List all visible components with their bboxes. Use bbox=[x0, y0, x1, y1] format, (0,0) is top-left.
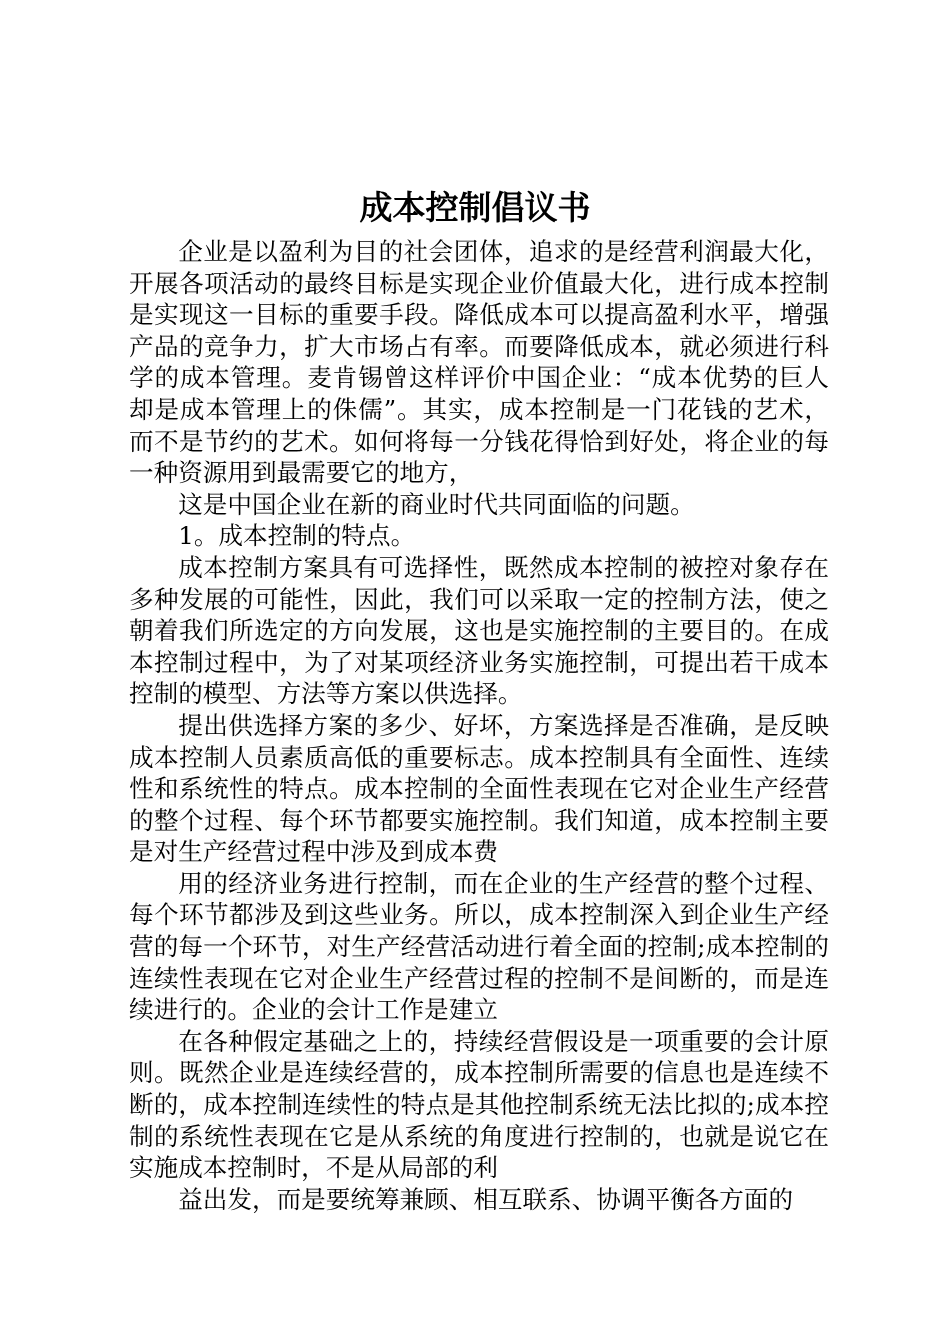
paragraph: 企业是以盈利为目的社会团体，追求的是经营利润最大化，开展各项活动的最终目标是实现企业价值最大化，进行成本控制是实现这一目标的重要手段。降低成本可以提高盈利水平，增强产品的竞争力，扩大市场占有率。而要降低成本，就必须进行科学的成本管理。麦肯锡曾这样评价中国企业：“成本优势的巨人却是成本管理上的侏儒”。其实，成本控制是一门花钱的艺术，而不是节约的艺术。如何将每一分钱花得恰到好处，将企业的每一种资源用到最需要它的地方， bbox=[129, 237, 829, 488]
paragraph: 益出发，而是要统筹兼顾、相互联系、协调平衡各方面的 bbox=[178, 1184, 794, 1214]
paragraph: 用的经济业务进行控制，而在企业的生产经营的整个过程、每个环节都涉及到这些业务。所以，成本控制深入到企业生产经营的每一个环节，对生产经营活动进行着全面的控制;成本控制的连续性表现在它对企业生产经营过程的控制不是间断的，而是连续进行的。企业的会计工作是建立 bbox=[129, 868, 829, 1025]
paragraph: 成本控制方案具有可选择性，既然成本控制的被控对象存在多种发展的可能性，因此，我们可以采取一定的控制方法，使之朝着我们所选定的方向发展，这也是实施控制的主要目的。在成本控制过程中，为了对某项经济业务实施控制，可提出若干成本控制的模型、方法等方案以供选择。 bbox=[129, 552, 829, 709]
paragraph: 在各种假定基础之上的，持续经营假设是一项重要的会计原则。既然企业是连续经营的，成本控制所需要的信息也是连续不断的，成本控制连续性的特点是其他控制系统无法比拟的;成本控制的系统性表现在它是从系统的角度进行控制的，也就是说它在实施成本控制时，不是从局部的利 bbox=[129, 1026, 829, 1183]
paragraph: 这是中国企业在新的商业时代共同面临的问题。 bbox=[178, 489, 695, 519]
document-title: 成本控制倡议书 bbox=[359, 188, 591, 227]
section-heading: 1。成本控制的特点。 bbox=[178, 521, 416, 551]
paragraph: 提出供选择方案的多少、好坏，方案选择是否准确，是反映成本控制人员素质高低的重要标志。成本控制具有全面性、连续性和系统性的特点。成本控制的全面性表现在它对企业生产经营的整个过程、每个环节都要实施控制。我们知道，成本控制主要是对生产经营过程中涉及到成本费 bbox=[129, 710, 829, 867]
document-body bbox=[129, 236, 829, 1215]
